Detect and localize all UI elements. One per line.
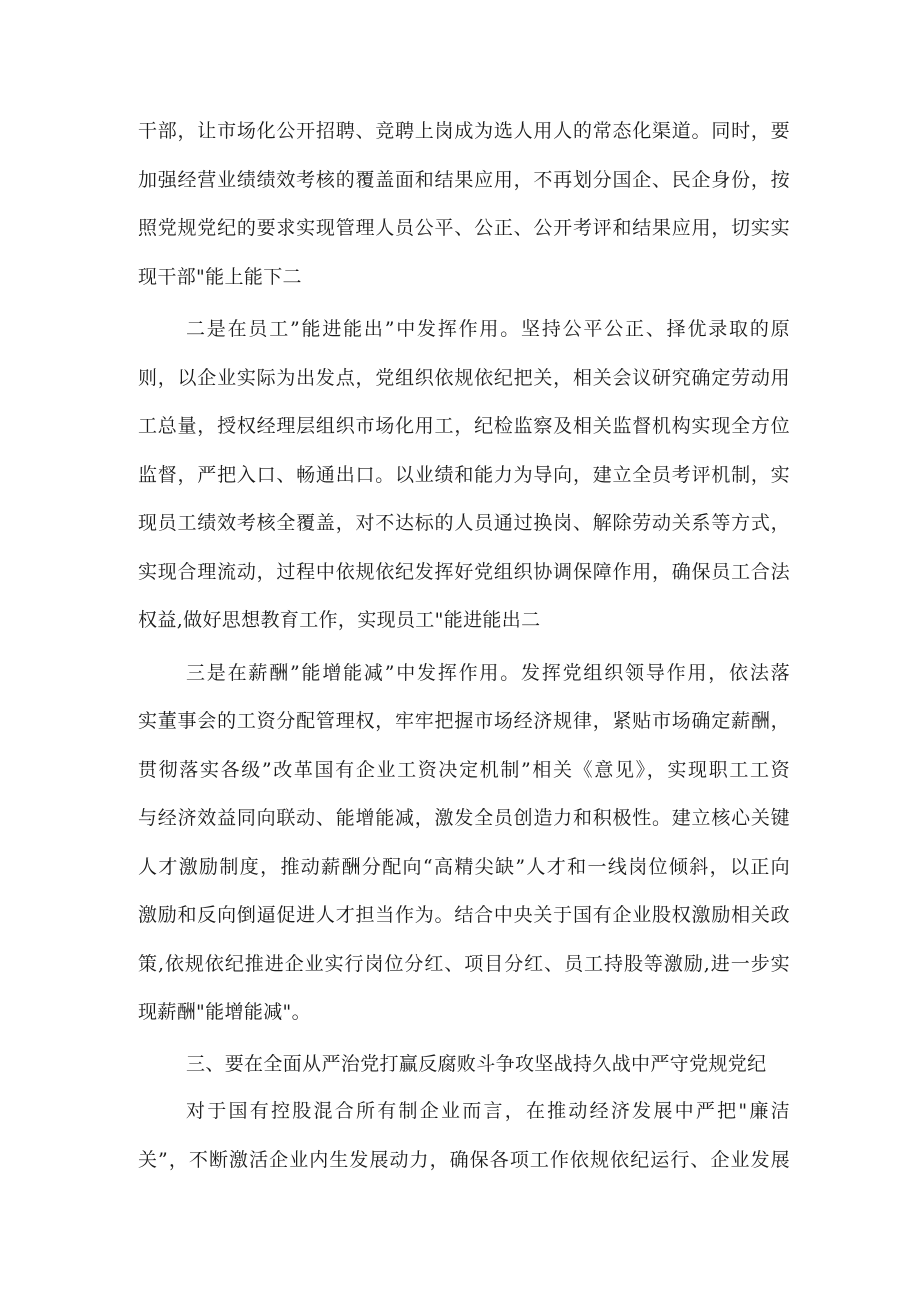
text-line-21: 对于国有控股混合所有制企业而言，在推动经济发展中严把"廉洁 xyxy=(186,1100,790,1122)
text-line-7: 工总量，授权经理层组织市场化用工，纪检监察及相关监督机构实现全方位 xyxy=(138,415,790,437)
text-line-9: 现员工绩效考核全覆盖，对不达标的人员通过换岗、解除劳动关系等方式， xyxy=(138,512,790,534)
text-line-8: 监督，严把入口、畅通出口。以业绩和能力为导向，建立全员考评机制，实 xyxy=(138,464,790,486)
text-line-19: 现薪酬"能增能减"。 xyxy=(138,1001,311,1023)
text-line-22: 关”，不断激活企业内生发展动力，确保各项工作依规依纪运行、企业发展 xyxy=(138,1149,790,1171)
text-line-4: 现干部"能上能下二 xyxy=(138,266,302,288)
text-line-17: 激励和反向倒逼促进人才担当作为。结合中央关于国有企业股权激励相关政 xyxy=(138,904,790,926)
text-line-15: 与经济效益同向联动、能增能减，激发全员创造力和积极性。建立核心关键 xyxy=(138,807,790,829)
text-line-11: 权益,做好思想教育工作，实现员工"能进能出二 xyxy=(138,609,541,631)
text-line-2: 加强经营业绩绩效考核的覆盖面和结果应用，不再划分国企、民企身份，按 xyxy=(138,169,790,191)
text-line-3: 照党规党纪的要求实现管理人员公平、公正、公开考评和结果应用，切实实 xyxy=(138,217,790,239)
text-line-6: 则，以企业实际为出发点，党组织依规依纪把关，相关会议研究确定劳动用 xyxy=(138,367,790,389)
text-line-18: 策,依规依纪推进企业实行岗位分红、项目分红、员工持股等激励,进一步实 xyxy=(138,953,790,975)
text-line-5: 二是在员工”能进能出”中发挥作用。坚持公平公正、择优录取的原 xyxy=(186,318,790,340)
section-heading: 三、要在全面从严治党打赢反腐败斗争攻坚战持久战中严守党规党纪 xyxy=(186,1053,767,1075)
text-line-14: 贯彻落实各级”改革国有企业工资决定机制”相关《意见》，实现职工工资 xyxy=(138,759,790,781)
text-line-12: 三是在薪酬”能增能减”中发挥作用。发挥党组织领导作用，依法落 xyxy=(186,662,790,684)
text-line-13: 实董事会的工资分配管理权，牢牢把握市场经济规律，紧贴市场确定薪酬， xyxy=(138,710,790,732)
text-line-10: 实现合理流动，过程中依规依纪发挥好党组织协调保障作用，确保员工合法 xyxy=(138,561,790,583)
text-line-1: 干部，让市场化公开招聘、竞聘上岗成为选人用人的常态化渠道。同时，要 xyxy=(138,120,790,142)
text-line-16: 人才激励制度，推动薪酬分配向“高精尖缺”人才和一线岗位倾斜，以正向 xyxy=(138,856,790,878)
